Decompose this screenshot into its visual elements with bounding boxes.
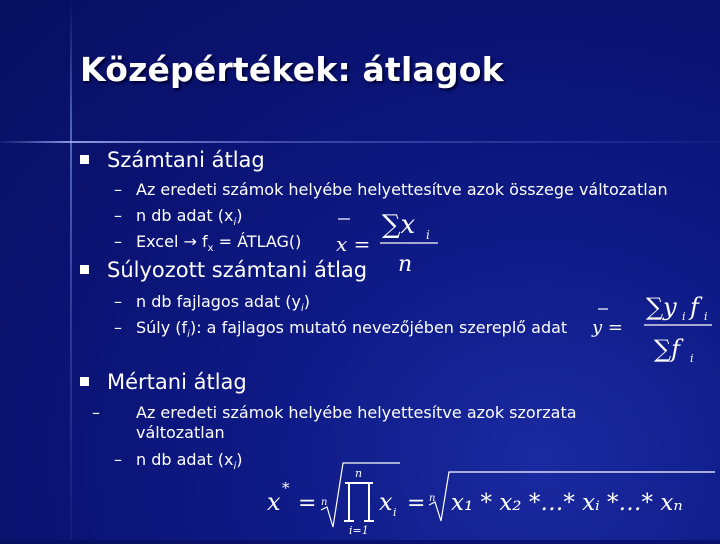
product-expansion: x₁ * x₂ *…* xᵢ *…* xₙ: [451, 490, 683, 516]
subitem-text: n db fajlagos adat (y: [136, 292, 301, 311]
subscript: i: [187, 329, 190, 341]
dash-icon: –: [114, 180, 122, 199]
root-index: n: [429, 493, 436, 504]
subitem-text: n db adat (x: [136, 206, 234, 225]
formula-lhs: x: [267, 488, 281, 516]
formula-geometric-mean: [265, 455, 720, 540]
formula-arithmetic-mean: [334, 195, 444, 280]
subitem-text: Excel → f: [136, 232, 208, 251]
square-bullet-icon: [80, 377, 89, 386]
dash-icon: –: [114, 292, 122, 311]
formula-denominator: n: [398, 252, 413, 277]
formula-equals: =: [407, 491, 426, 516]
formula-subscript: i: [393, 506, 397, 519]
square-bullet-icon: [80, 265, 89, 274]
formula-subscript: i: [690, 352, 694, 365]
dash-icon: –: [114, 450, 122, 469]
bullet-arithmetic-mean: [80, 148, 265, 172]
subitem-text: ): a fajlagos mutató nevezőjében szereplő adat: [189, 318, 568, 337]
subscript: i: [233, 461, 237, 473]
formula-subscript: i: [704, 310, 708, 323]
subitem-text: Az eredeti számok helyébe helyettesítve azok szorzata változatlan: [136, 403, 577, 442]
formula-subscript: i: [426, 228, 430, 242]
heading-weighted-mean: Súlyozott számtani átlag: [107, 258, 368, 282]
subitem-text: = ÁTLAG(): [218, 232, 302, 251]
bullet-weighted-mean: [80, 258, 367, 282]
heading-geometric-mean: Mértani átlag: [107, 370, 247, 394]
subitem-text: ): [236, 206, 243, 225]
formula-lhs: y =: [592, 317, 623, 338]
formula-equals: =: [298, 491, 317, 516]
dash-icon: –: [92, 403, 100, 422]
formula-numerator-f: f: [690, 293, 699, 321]
product-upper: n: [355, 467, 363, 480]
product-sign: [344, 483, 374, 521]
slide-title: Középértékek: átlagok: [80, 50, 504, 89]
formula-denominator: ∑f: [654, 335, 681, 363]
formula-numerator: ∑x: [382, 210, 416, 240]
subitem-text: ): [303, 292, 310, 311]
decor-vertical-line: [70, 0, 72, 540]
subscript: x: [207, 243, 214, 255]
root-index: n: [321, 497, 328, 508]
subitem-weighted-1: [114, 292, 310, 319]
dash-icon: –: [114, 318, 122, 337]
bullet-geometric-mean: [80, 370, 247, 394]
subscript: i: [300, 303, 304, 315]
subitem-geo-2: [114, 450, 243, 477]
square-bullet-icon: [80, 155, 89, 164]
dash-icon: –: [114, 232, 122, 251]
product-term: x: [379, 488, 393, 516]
subitem-weighted-2: [114, 318, 567, 345]
subitem-text: ): [236, 450, 243, 469]
subitem-geo-1: [92, 403, 656, 443]
formula-lhs: x =: [336, 232, 371, 256]
heading-arithmetic-mean: Számtani átlag: [107, 148, 265, 172]
formula-subscript: i: [682, 310, 686, 323]
formula-superscript: *: [282, 479, 290, 497]
formula-weighted-mean: [592, 283, 717, 368]
product-lower: i=1: [349, 524, 369, 537]
subitem-text: Az eredeti számok helyébe helyettesítve azok összege változatlan: [136, 180, 668, 199]
dash-icon: –: [114, 206, 122, 225]
subitem-arith-2: [114, 206, 243, 233]
subitem-text: n db adat (x: [136, 450, 234, 469]
subitem-arith-3: [114, 232, 301, 259]
formula-numerator: ∑y: [646, 293, 677, 321]
decor-horizontal-line: [0, 141, 720, 143]
subscript: i: [233, 217, 237, 229]
subitem-text: Súly (f: [136, 318, 188, 337]
